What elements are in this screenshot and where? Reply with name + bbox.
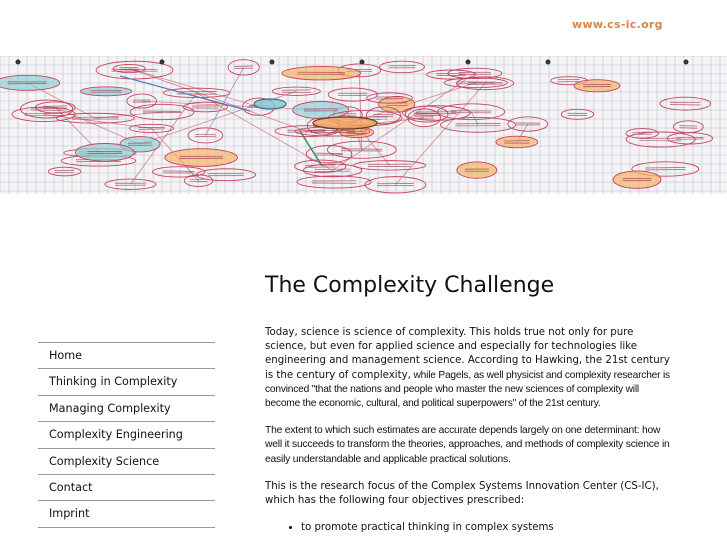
main-content: [265, 326, 675, 535]
nav-link-contact[interactable]: Contact: [49, 480, 93, 494]
site-url-link[interactable]: www.cs-ic.org: [572, 18, 663, 31]
nav-item-engineering: [38, 422, 215, 448]
objective-item: • to promote practical thinking in complex systems: [301, 521, 675, 535]
nav-item-managing: [38, 396, 215, 422]
mind-map-banner: [0, 56, 727, 194]
nav-item-science: [38, 449, 215, 475]
page-title: The Complexity Challenge: [265, 273, 555, 298]
nav-link-home[interactable]: Home: [49, 349, 83, 362]
main-navigation: [38, 342, 215, 528]
mind-map-image: [0, 56, 727, 194]
intro-text-a: Today, science is science of complexity. This holds true not only for pure science, but even for applied science and especially for technologies like engineering and management science. According to Hawking, the 21st century is the century of complexity,: [265, 327, 670, 381]
intro-paragraph: [265, 326, 675, 411]
nav-link-managing-complexity[interactable]: Managing Complexity: [49, 401, 171, 415]
intro-text-b: while Pagels, as well physicist and complexity researcher is convinced "that the nations and people who master the new sciences of complexity will become the economic, cultural, and political superpowers" of the 21st century.: [265, 369, 670, 410]
determinant-paragraph: The extent to which such estimates are accurate depends largely on one determinant: how well it succeeds to transform the theories, approaches, and methods of complexity science in easily understandable and applicable practical solutions.: [265, 425, 670, 465]
nav-link-complexity-engineering[interactable]: Complexity Engineering: [49, 428, 183, 442]
nav-link-complexity-science[interactable]: Complexity Science: [49, 454, 160, 468]
objectives-list: [265, 521, 675, 535]
research-focus-paragraph: This is the research focus of the Complex Systems Innovation Center (CS-IC), which has the following four objectives prescribed:: [265, 480, 659, 507]
nav-item-thinking: [38, 369, 215, 395]
nav-item-contact: [38, 475, 215, 501]
nav-link-imprint[interactable]: Imprint: [49, 507, 90, 521]
nav-item-home: [38, 343, 215, 369]
nav-item-imprint: [38, 501, 215, 527]
nav-link-thinking-in-complexity[interactable]: Thinking in Complexity: [49, 375, 178, 389]
